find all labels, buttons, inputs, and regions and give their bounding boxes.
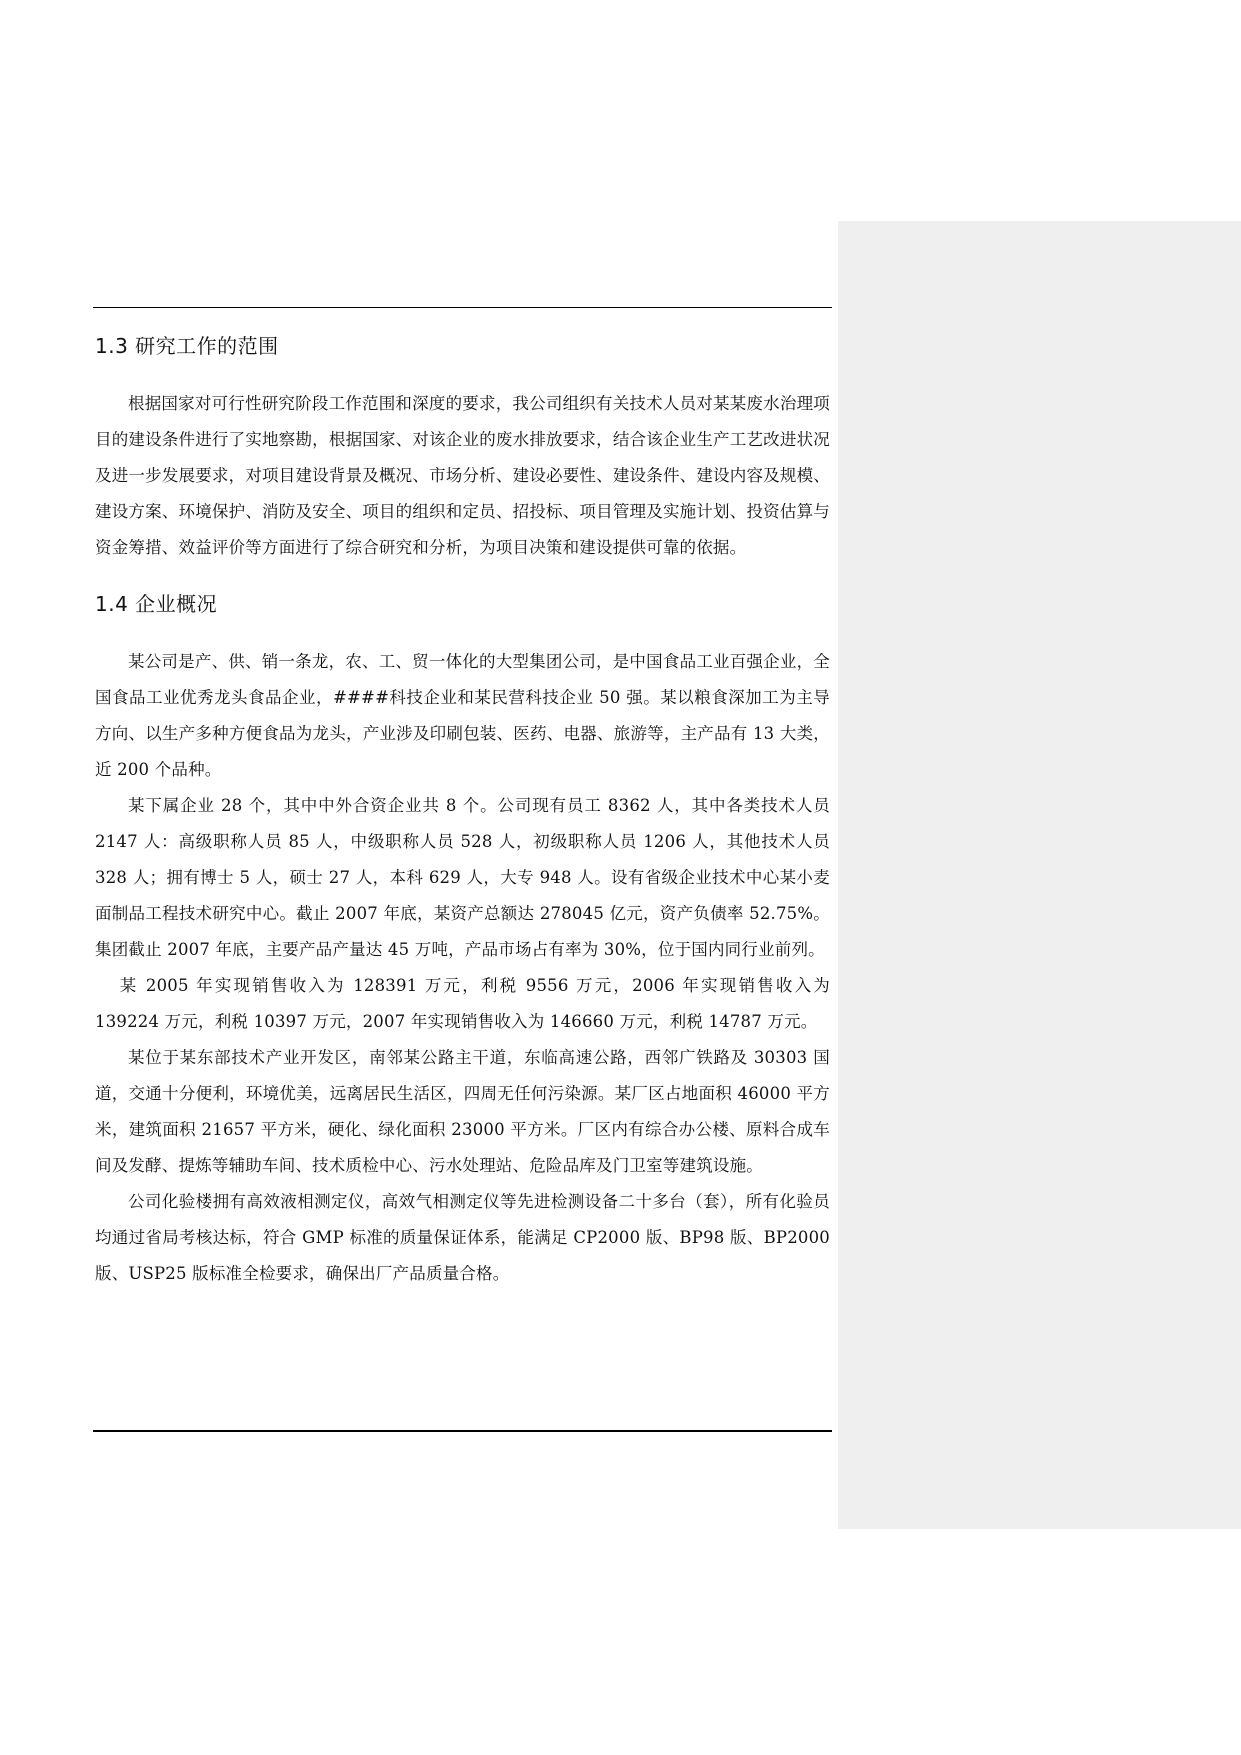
comment-margin-panel <box>838 221 1241 1529</box>
paragraph-company-intro: 某公司是产、供、销一条龙，农、工、贸一体化的大型集团公司，是中国食品工业百强企业，全国食品工业优秀龙头食品企业，####科技企业和某民营科技企业 50 强。某以粮食深加工为主导方向、以生产多种方便食品为龙头，产业涉及印刷包装、医药、电器、旅游等，主产品有 13 大类，近 200 个品种。 <box>95 652 830 779</box>
section-heading-1-4: 1.4 企业概况 <box>95 592 218 616</box>
paragraph-research-scope: 根据国家对可行性研究阶段工作范围和深度的要求，我公司组织有关技术人员对某某废水治理项目的建设条件进行了实地察勘，根据国家、对该企业的废水排放要求，结合该企业生产工艺改进状况及进一步发展要求，对项目建设背景及概况、市场分析、建设必要性、建设条件、建设内容及规模、建设方案、环境保护、消防及安全、项目的组织和定员、招投标、项目管理及实施计划、投资估算与资金筹措、效益评价等方面进行了综合研究和分析，为项目决策和建设提供可靠的依据。 <box>95 394 830 557</box>
document-body <box>95 330 830 1292</box>
header-rule <box>93 307 832 308</box>
footer-rule <box>93 1430 832 1432</box>
paragraph-lab: 公司化验楼拥有高效液相测定仪，高效气相测定仪等先进检测设备二十多台（套），所有化验员均通过省局考核达标，符合 GMP 标准的质量保证体系，能满足 CP2000 版、BP98 版、BP2000 版、USP25 版标准全检要求，确保出厂产品质量合格。 <box>95 1192 830 1283</box>
paragraph-location: 某位于某东部技术产业开发区，南邻某公路主干道，东临高速公路，西邻广铁路及 30303 国道，交通十分便利，环境优美，远离居民生活区，四周无任何污染源。某厂区占地面积 46000 平方米，建筑面积 21657 平方米，硬化、绿化面积 23000 平方米。厂区内有综合办公楼、原料合成车间及发酵、提炼等辅助车间、技术质检中心、污水处理站、危险品库及门卫室等建筑设施。 <box>95 1048 830 1175</box>
paragraph-staff: 某下属企业 28 个，其中中外合资企业共 8 个。公司现有员工 8362 人，其中各类技术人员 2147 人：高级职称人员 85 人，中级职称人员 528 人，初级职称人员 1206 人，其他技术人员 328 人；拥有博士 5 人，硕士 27 人，本科 629 人，大专 948 人。设有省级企业技术中心某小麦面制品工程技术研究中心。截止 2007 年底，某资产总额达 278045 亿元，资产负债率 52.75%。集团截止 2007 年底，主要产品产量达 45 万吨，产品市场占有率为 30%，位于国内同行业前列。 <box>95 796 830 959</box>
paragraph-revenue: 某 2005 年实现销售收入为 128391 万元，利税 9556 万元，2006 年实现销售收入为 139224 万元，利税 10397 万元，2007 年实现销售收入为 146660 万元，利税 14787 万元。 <box>95 976 830 1031</box>
section-heading-1-3: 1.3 研究工作的范围 <box>95 334 279 358</box>
